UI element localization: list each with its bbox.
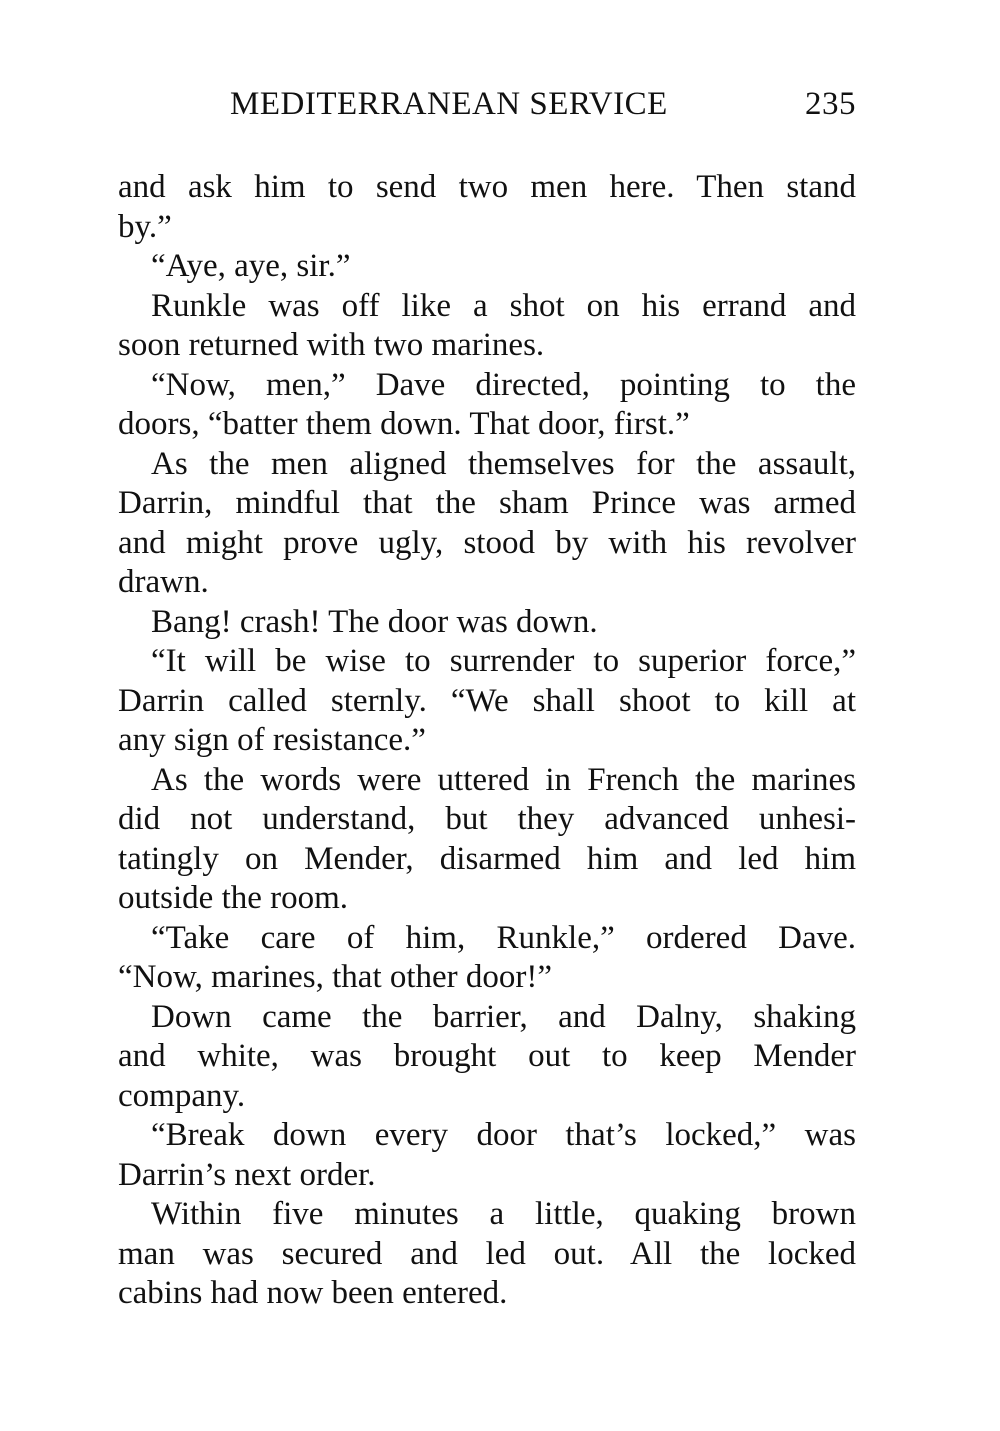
text-line: and might prove ugly, stood by with his revolver — [118, 524, 856, 561]
text-line: cabins had now been entered. — [118, 1275, 508, 1311]
text-line: tatingly on Mender, disarmed him and led him — [118, 840, 856, 877]
text-line: “Aye, aye, sir.” — [151, 248, 351, 284]
text-line: company. — [118, 1077, 246, 1114]
text-line: did not understand, but they advanced unhesi- — [118, 801, 856, 837]
running-head — [118, 82, 856, 132]
text-line: “It will be wise to surrender to superior force,” — [151, 643, 856, 679]
page-number: 235 — [805, 86, 856, 122]
text-line: Darrin called sternly. “We shall shoot to kill at — [118, 682, 856, 719]
text-line: drawn. — [118, 564, 209, 600]
text-line: As the men aligned themselves for the assault, — [151, 445, 856, 482]
text-line: “Now, marines, that other door!” — [118, 959, 553, 995]
text-line: by.” — [118, 208, 172, 245]
text-line: doors, “batter them down. That door, first.” — [118, 406, 690, 442]
running-title: MEDITERRANEAN SERVICE — [230, 86, 668, 122]
body-text — [118, 168, 856, 1314]
text-line: Down came the barrier, and Dalny, shaking — [151, 998, 856, 1035]
text-line: Runkle was off like a shot on his errand and — [151, 287, 856, 324]
text-line: soon returned with two marines. — [118, 327, 545, 363]
text-line: “Now, men,” Dave directed, pointing to the — [151, 366, 856, 403]
text-line: outside the room. — [118, 880, 349, 916]
text-line: man was secured and led out. All the locked — [118, 1235, 856, 1272]
text-line: any sign of resistance.” — [118, 722, 426, 758]
text-line: Bang! crash! The door was down. — [151, 603, 598, 640]
text-line: Darrin’s next order. — [118, 1156, 376, 1193]
text-line: Darrin, mindful that the sham Prince was armed — [118, 485, 856, 521]
text-line: As the words were uttered in French the marines — [151, 761, 856, 798]
text-line: and ask him to send two men here. Then stand — [118, 169, 856, 205]
text-line: and white, was brought out to keep Mender — [118, 1038, 856, 1074]
text-line: Within five minutes a little, quaking brown — [151, 1196, 856, 1232]
text-line: “Take care of him, Runkle,” ordered Dave. — [151, 919, 856, 956]
text-line: “Break down every door that’s locked,” was — [151, 1117, 856, 1153]
